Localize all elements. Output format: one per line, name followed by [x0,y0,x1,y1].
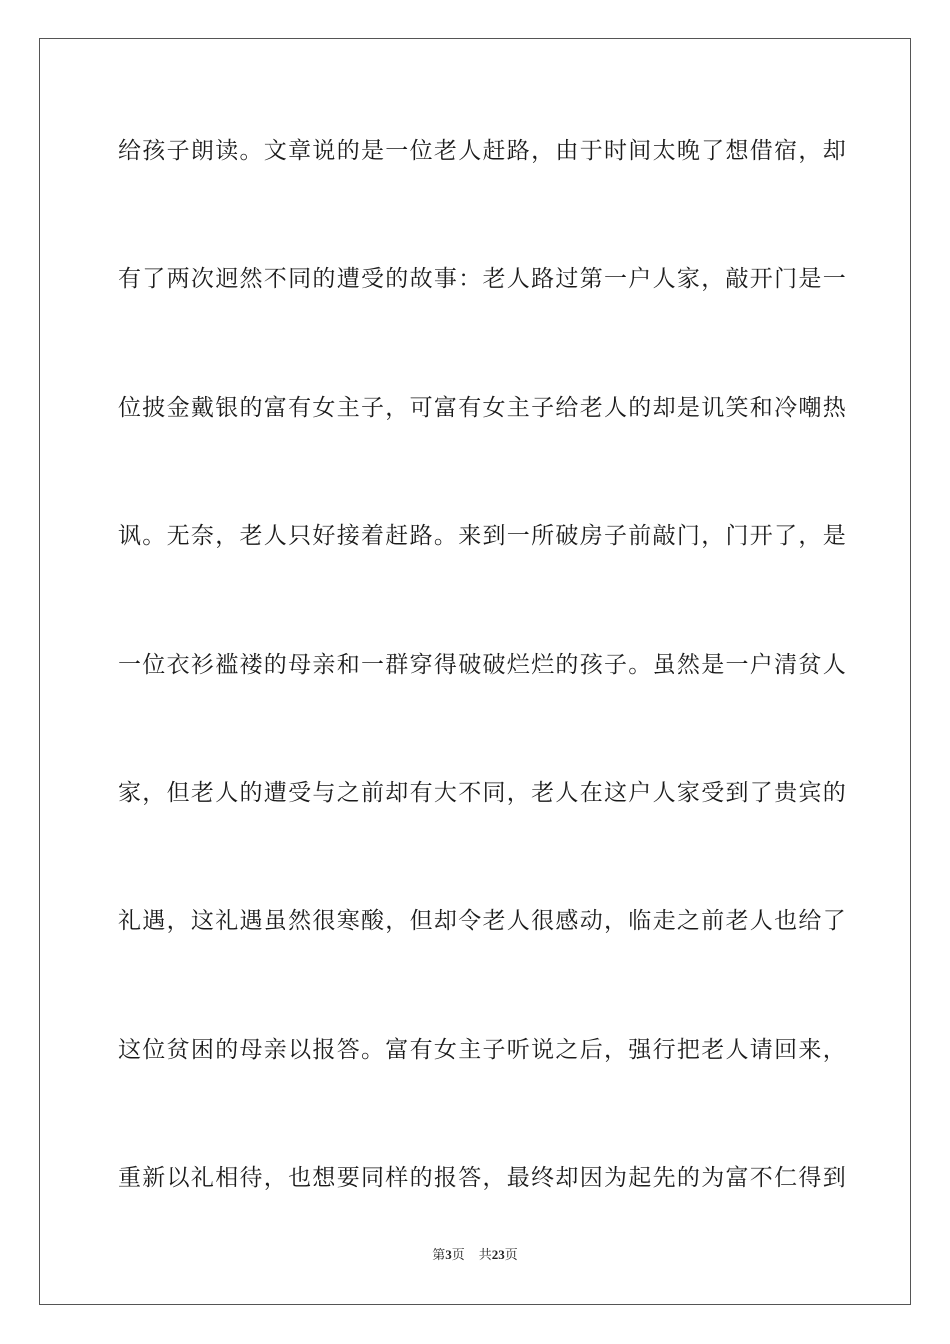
text-line: 重新以礼相待，也想要同样的报答，最终却因为起先的为富不仁得到 [118,1165,847,1192]
total-pages-number: 23 [491,1247,505,1262]
text-line: 位披金戴银的富有女主子，可富有女主子给老人的却是讥笑和冷嘲热 [118,394,847,421]
text-line: 礼遇，这礼遇虽然很寒酸，但却令老人很感动，临走之前老人也给了 [118,908,847,935]
current-page-number: 3 [445,1247,452,1262]
total-label-prefix: 共 [478,1247,492,1262]
text-line: 这位贫困的母亲以报答。富有女主子听说之后，强行把老人请回来， [118,1036,847,1063]
text-line: 有了两次迥然不同的遭受的故事：老人路过第一户人家，敲开门是一 [118,266,847,293]
page-footer [0,1245,950,1265]
text-line: 一位衣衫褴褛的母亲和一群穿得破破烂烂的孩子。虽然是一户清贫人 [118,651,847,678]
document-body [118,128,847,1284]
text-line: 给孩子朗读。文章说的是一位老人赶路，由于时间太晚了想借宿，却 [118,138,847,164]
page-label-prefix: 第 [432,1247,446,1262]
total-label-suffix: 页 [504,1247,518,1262]
text-line: 家，但老人的遭受与之前却有大不同，老人在这户人家受到了贵宾的 [118,779,847,806]
text-line: 讽。无奈，老人只好接着赶路。来到一所破房子前敲门，门开了，是 [118,523,847,550]
page-label-suffix: 页 [451,1247,465,1262]
